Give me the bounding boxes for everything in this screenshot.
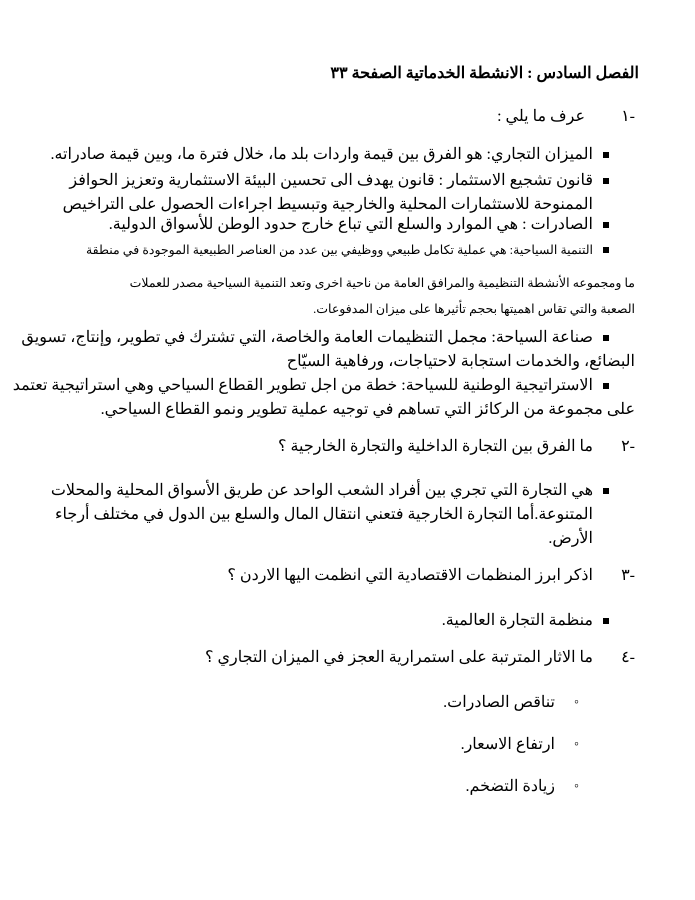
question-3-text: اذكر ابرز المنظمات الاقتصادية التي انظمت اليها الاردن ؟ [227,567,593,584]
definition-tourism-development-line-1: التنمية السياحية: هي عملية تكامل طبيعي ووظيفي بين عدد من العناصر الطبيعية الموجودة في منطقة [85,243,593,257]
bullet [603,247,609,253]
definition-trade-balance: الميزان التجاري: هو الفرق بين قيمة واردات بلد ما، خلال فترة ما، وبين قيمة صادراته. [50,146,593,163]
question-1-text: عرف ما يلي : [497,108,585,125]
answer-4-item-3: زيادة التضخم. [465,778,555,795]
answer-2-line-1: هي التجارة التي تجري بين أفراد الشعب الواحد عن طريق الأسواق المحلية والمحلات [50,482,593,499]
question-1-number: -١ [621,108,635,125]
answer-4-item-2: ارتفاع الاسعار. [460,736,555,753]
list-marker: ◦ [574,779,579,794]
definition-investment-law-line-2: الممنوحة للاستثمارات المحلية والخارجية وتبسيط اجراءات الحصول على التراخيص [62,196,593,213]
bullet [603,222,609,228]
definition-tourism-strategy-line-2: على مجموعة من الركائز التي تساهم في توجيه عملية تطوير ونمو القطاع السياحي. [100,401,635,418]
definition-tourism-industry-line-2: البضائع، والخدمات استجابة لاحتياجات، ورفاهية السيّاح [286,353,635,370]
definition-tourism-industry-line-1: صناعة السياحة: مجمل التنظيمات العامة والخاصة، التي تشترك في تطوير، وإنتاج، تسويق [21,329,593,346]
question-2-number: -٢ [621,438,635,455]
list-marker: ◦ [574,737,579,752]
question-4-text: ما الاثار المترتبة على استمرارية العجز في الميزان التجاري ؟ [205,649,593,666]
list-marker: ◦ [574,695,579,710]
definition-tourism-strategy-line-1: الاستراتيجية الوطنية للسياحة: خطة من اجل تطوير القطاع السياحي وهي استراتيجية تعتمد [12,377,593,394]
answer-2-line-3: الأرض. [548,530,593,547]
bullet [603,178,609,184]
definition-exports: الصادرات : هي الموارد والسلع التي تباع خارج حدود الوطن للأسواق الدولية. [108,216,593,233]
bullet [603,383,609,389]
bullet [603,488,609,494]
question-4-number: -٤ [621,649,635,666]
definition-tourism-development-line-2: ما ومجموعه الأنشطة التنظيمية والمرافق العامة من ناحية اخرى وتعد التنمية السياحية مصدر للعملات [129,276,635,290]
answer-2-line-2: المتنوعة.أما التجارة الخارجية فتعني انتقال المال والسلع بين الدول في مختلف أرجاء [55,506,593,523]
definition-tourism-development-line-3: الصعبة والتي تقاس اهميتها بحجم تأثيرها على ميزان المدفوعات. [313,302,635,316]
definition-investment-law-line-1: قانون تشجيع الاستثمار : قانون يهدف الى تحسين البيئة الاستثمارية وتعزيز الحوافز [69,172,593,189]
bullet [603,335,609,341]
question-3-number: -٣ [621,567,635,584]
bullet [603,152,609,158]
answer-4-item-1: تناقص الصادرات. [443,694,555,711]
bullet [603,618,609,624]
answer-3-item: منظمة التجارة العالمية. [441,612,593,629]
question-2-text: ما الفرق بين التجارة الداخلية والتجارة الخارجية ؟ [277,438,593,455]
page-title: الفصل السادس : الانشطة الخدماتية الصفحة ٣٣ [330,65,639,82]
